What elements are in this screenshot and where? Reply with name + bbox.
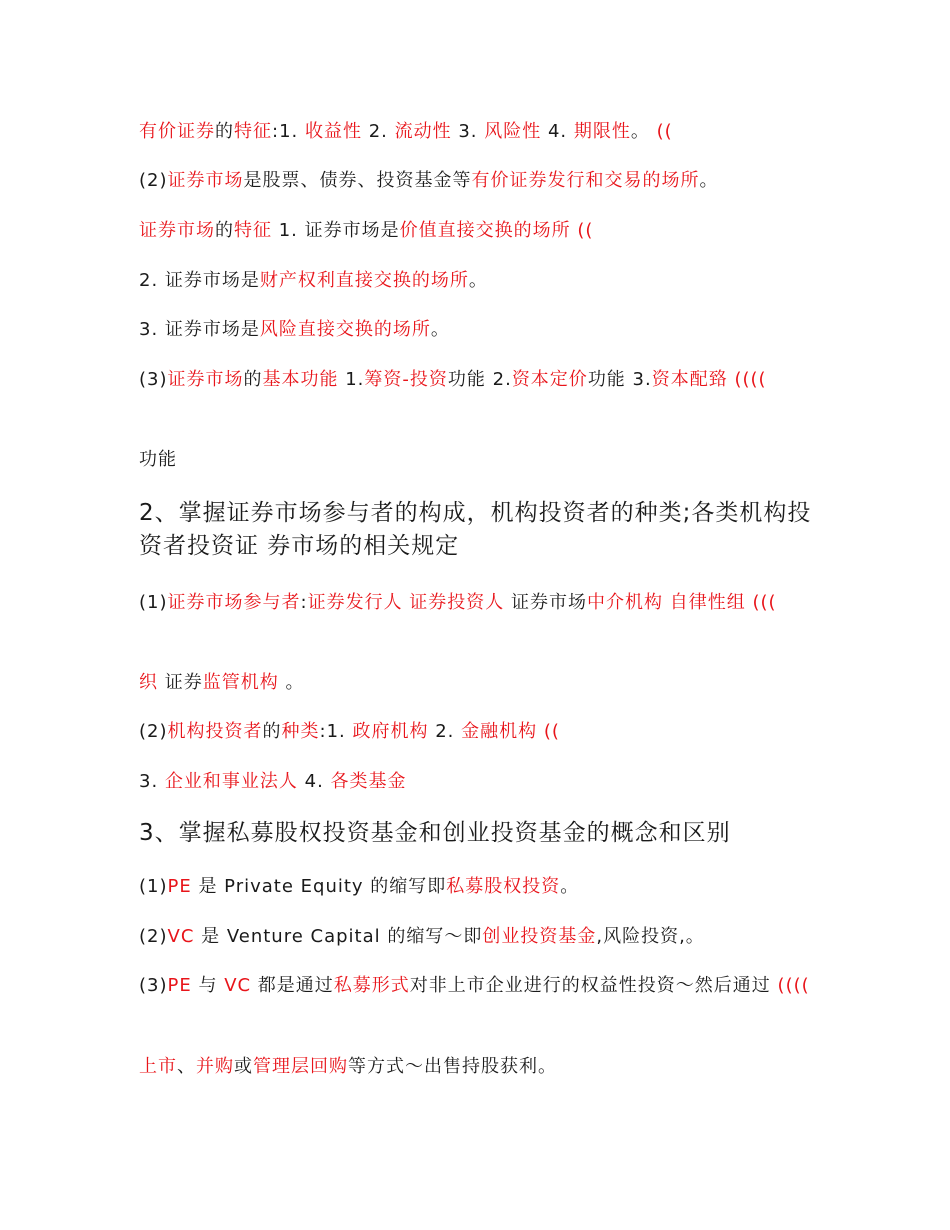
highlighted-term: 期限性 — [573, 121, 631, 142]
section-heading — [139, 497, 819, 563]
highlighted-term: 上市 — [139, 1056, 177, 1077]
highlighted-term: 有价证券发行和交易的场所 — [471, 170, 700, 191]
highlighted-term: 有价证券 — [139, 121, 215, 142]
highlighted-term: (( — [656, 121, 673, 142]
highlighted-term: 资本配臵 (((( — [651, 369, 767, 390]
text-line — [139, 314, 819, 345]
highlighted-term: 特征 — [234, 121, 272, 142]
text-line — [139, 1051, 819, 1082]
text-run: 证券市场 — [504, 592, 588, 613]
highlighted-term: 创业投资基金 — [482, 926, 597, 947]
text-run: 或 — [234, 1056, 253, 1077]
text-run: 4. — [297, 771, 331, 792]
text-run: (1) — [139, 876, 168, 897]
text-run: 。 — [430, 319, 450, 340]
text-line — [139, 587, 819, 618]
highlighted-term: PE — [167, 975, 192, 996]
highlighted-term: 私募形式 — [333, 975, 410, 996]
highlighted-term: 证券市场 — [167, 170, 244, 191]
text-line — [139, 716, 819, 747]
text-run: (3) — [139, 369, 168, 390]
text-run: 功能 3. — [587, 369, 652, 390]
highlighted-term: 私募股权投资 — [446, 876, 561, 897]
text-run: 等方式～出售持股获利。 — [348, 1056, 557, 1077]
text-run: 是 Venture Capital 的缩写～即 — [194, 926, 483, 947]
highlighted-term: 机构投资者 — [167, 721, 263, 742]
text-run: 3. 证券市场是 — [139, 319, 260, 340]
text-run: 是股票、债券、投资基金等 — [243, 170, 472, 191]
text-run: 。 — [699, 170, 719, 191]
text-line — [139, 667, 819, 698]
text-run: 证券 — [158, 672, 203, 693]
text-line — [139, 970, 819, 1001]
text-line — [139, 364, 819, 395]
text-run: (3) — [139, 975, 168, 996]
text-line — [139, 444, 819, 475]
highlighted-term: 基本功能 — [262, 369, 339, 390]
text-run: 1. 证券市场是 — [272, 220, 400, 241]
highlighted-term: 各类基金 — [330, 771, 407, 792]
text-run: :1. — [319, 721, 353, 742]
text-run: 的 — [262, 721, 282, 742]
text-run: 。 — [630, 121, 657, 142]
text-run: 2. — [361, 121, 395, 142]
highlighted-term: 管理层回购 — [253, 1056, 348, 1077]
text-run: 2、掌握证券市场参与者的构成，机构投资者的种类;各类机构投资者投资证 券市场的相关规定 — [139, 500, 812, 559]
text-line — [139, 921, 819, 952]
highlighted-term: 种类 — [281, 721, 320, 742]
highlighted-term: 筹资-投资 — [364, 369, 448, 390]
text-run: 功能 2. — [447, 369, 512, 390]
text-run: 。 — [560, 876, 580, 897]
text-run: 3. — [451, 121, 485, 142]
highlighted-term: 风险直接交换的场所 — [259, 319, 431, 340]
section-heading — [139, 817, 819, 850]
highlighted-term: 并购 — [196, 1056, 234, 1077]
highlighted-term: VC — [167, 926, 195, 947]
text-line — [139, 871, 819, 902]
text-run: 、 — [177, 1056, 196, 1077]
text-run: (2) — [139, 926, 168, 947]
text-line — [139, 165, 819, 196]
highlighted-term: 企业和事业法人 — [164, 771, 298, 792]
highlighted-term: 证券发行人 证券投资人 — [307, 592, 505, 613]
text-run: 功能 — [139, 449, 177, 470]
highlighted-term: 政府机构 — [352, 721, 429, 742]
text-line — [139, 215, 819, 246]
highlighted-term: 金融机构 (( — [461, 721, 560, 742]
text-line — [139, 766, 819, 797]
highlighted-term: 监管机构 — [202, 672, 279, 693]
text-run: 与 — [191, 975, 225, 996]
text-run: 。 — [468, 270, 488, 291]
text-run: (1) — [139, 592, 168, 613]
highlighted-term: 收益性 — [304, 121, 362, 142]
text-run: 的 — [215, 220, 234, 241]
highlighted-term: 流动性 — [394, 121, 452, 142]
highlighted-term: 证券市场 — [167, 369, 244, 390]
text-run: 的 — [243, 369, 263, 390]
highlighted-term: (((( — [777, 975, 810, 996]
text-run: 。 — [278, 672, 305, 693]
highlighted-term: PE — [167, 876, 192, 897]
highlighted-term: 特征 — [234, 220, 272, 241]
highlighted-term: VC — [224, 975, 252, 996]
text-run: : — [300, 592, 308, 613]
text-run: (2) — [139, 170, 168, 191]
text-line — [139, 116, 819, 147]
highlighted-term: 风险性 — [484, 121, 542, 142]
text-run: 2. 证券市场是 — [139, 270, 260, 291]
highlighted-term: 证券市场 — [139, 220, 215, 241]
text-run: 1. — [338, 369, 365, 390]
highlighted-term: 中介机构 自律性组 ((( — [587, 592, 777, 613]
highlighted-term: 织 — [139, 672, 158, 693]
text-run: 都是通过 — [251, 975, 334, 996]
text-run: ,风险投资,。 — [596, 926, 705, 947]
text-line — [139, 265, 819, 296]
text-run: (2) — [139, 721, 168, 742]
highlighted-term: 财产权利直接交换的场所 — [259, 270, 469, 291]
highlighted-term: 价值直接交换的场所 (( — [399, 220, 594, 241]
text-run: 对非上市企业进行的权益性投资～然后通过 — [409, 975, 778, 996]
text-run: :1. — [272, 121, 305, 142]
text-run: 是 Private Equity 的缩写即 — [191, 876, 447, 897]
text-run: 3、掌握私募股权投资基金和创业投资基金的概念和区别 — [139, 820, 731, 846]
text-run: 的 — [215, 121, 234, 142]
text-run: 4. — [541, 121, 574, 142]
highlighted-term: 资本定价 — [511, 369, 588, 390]
text-run: 3. — [139, 771, 165, 792]
text-run: 2. — [428, 721, 462, 742]
highlighted-term: 证券市场参与者 — [167, 592, 301, 613]
